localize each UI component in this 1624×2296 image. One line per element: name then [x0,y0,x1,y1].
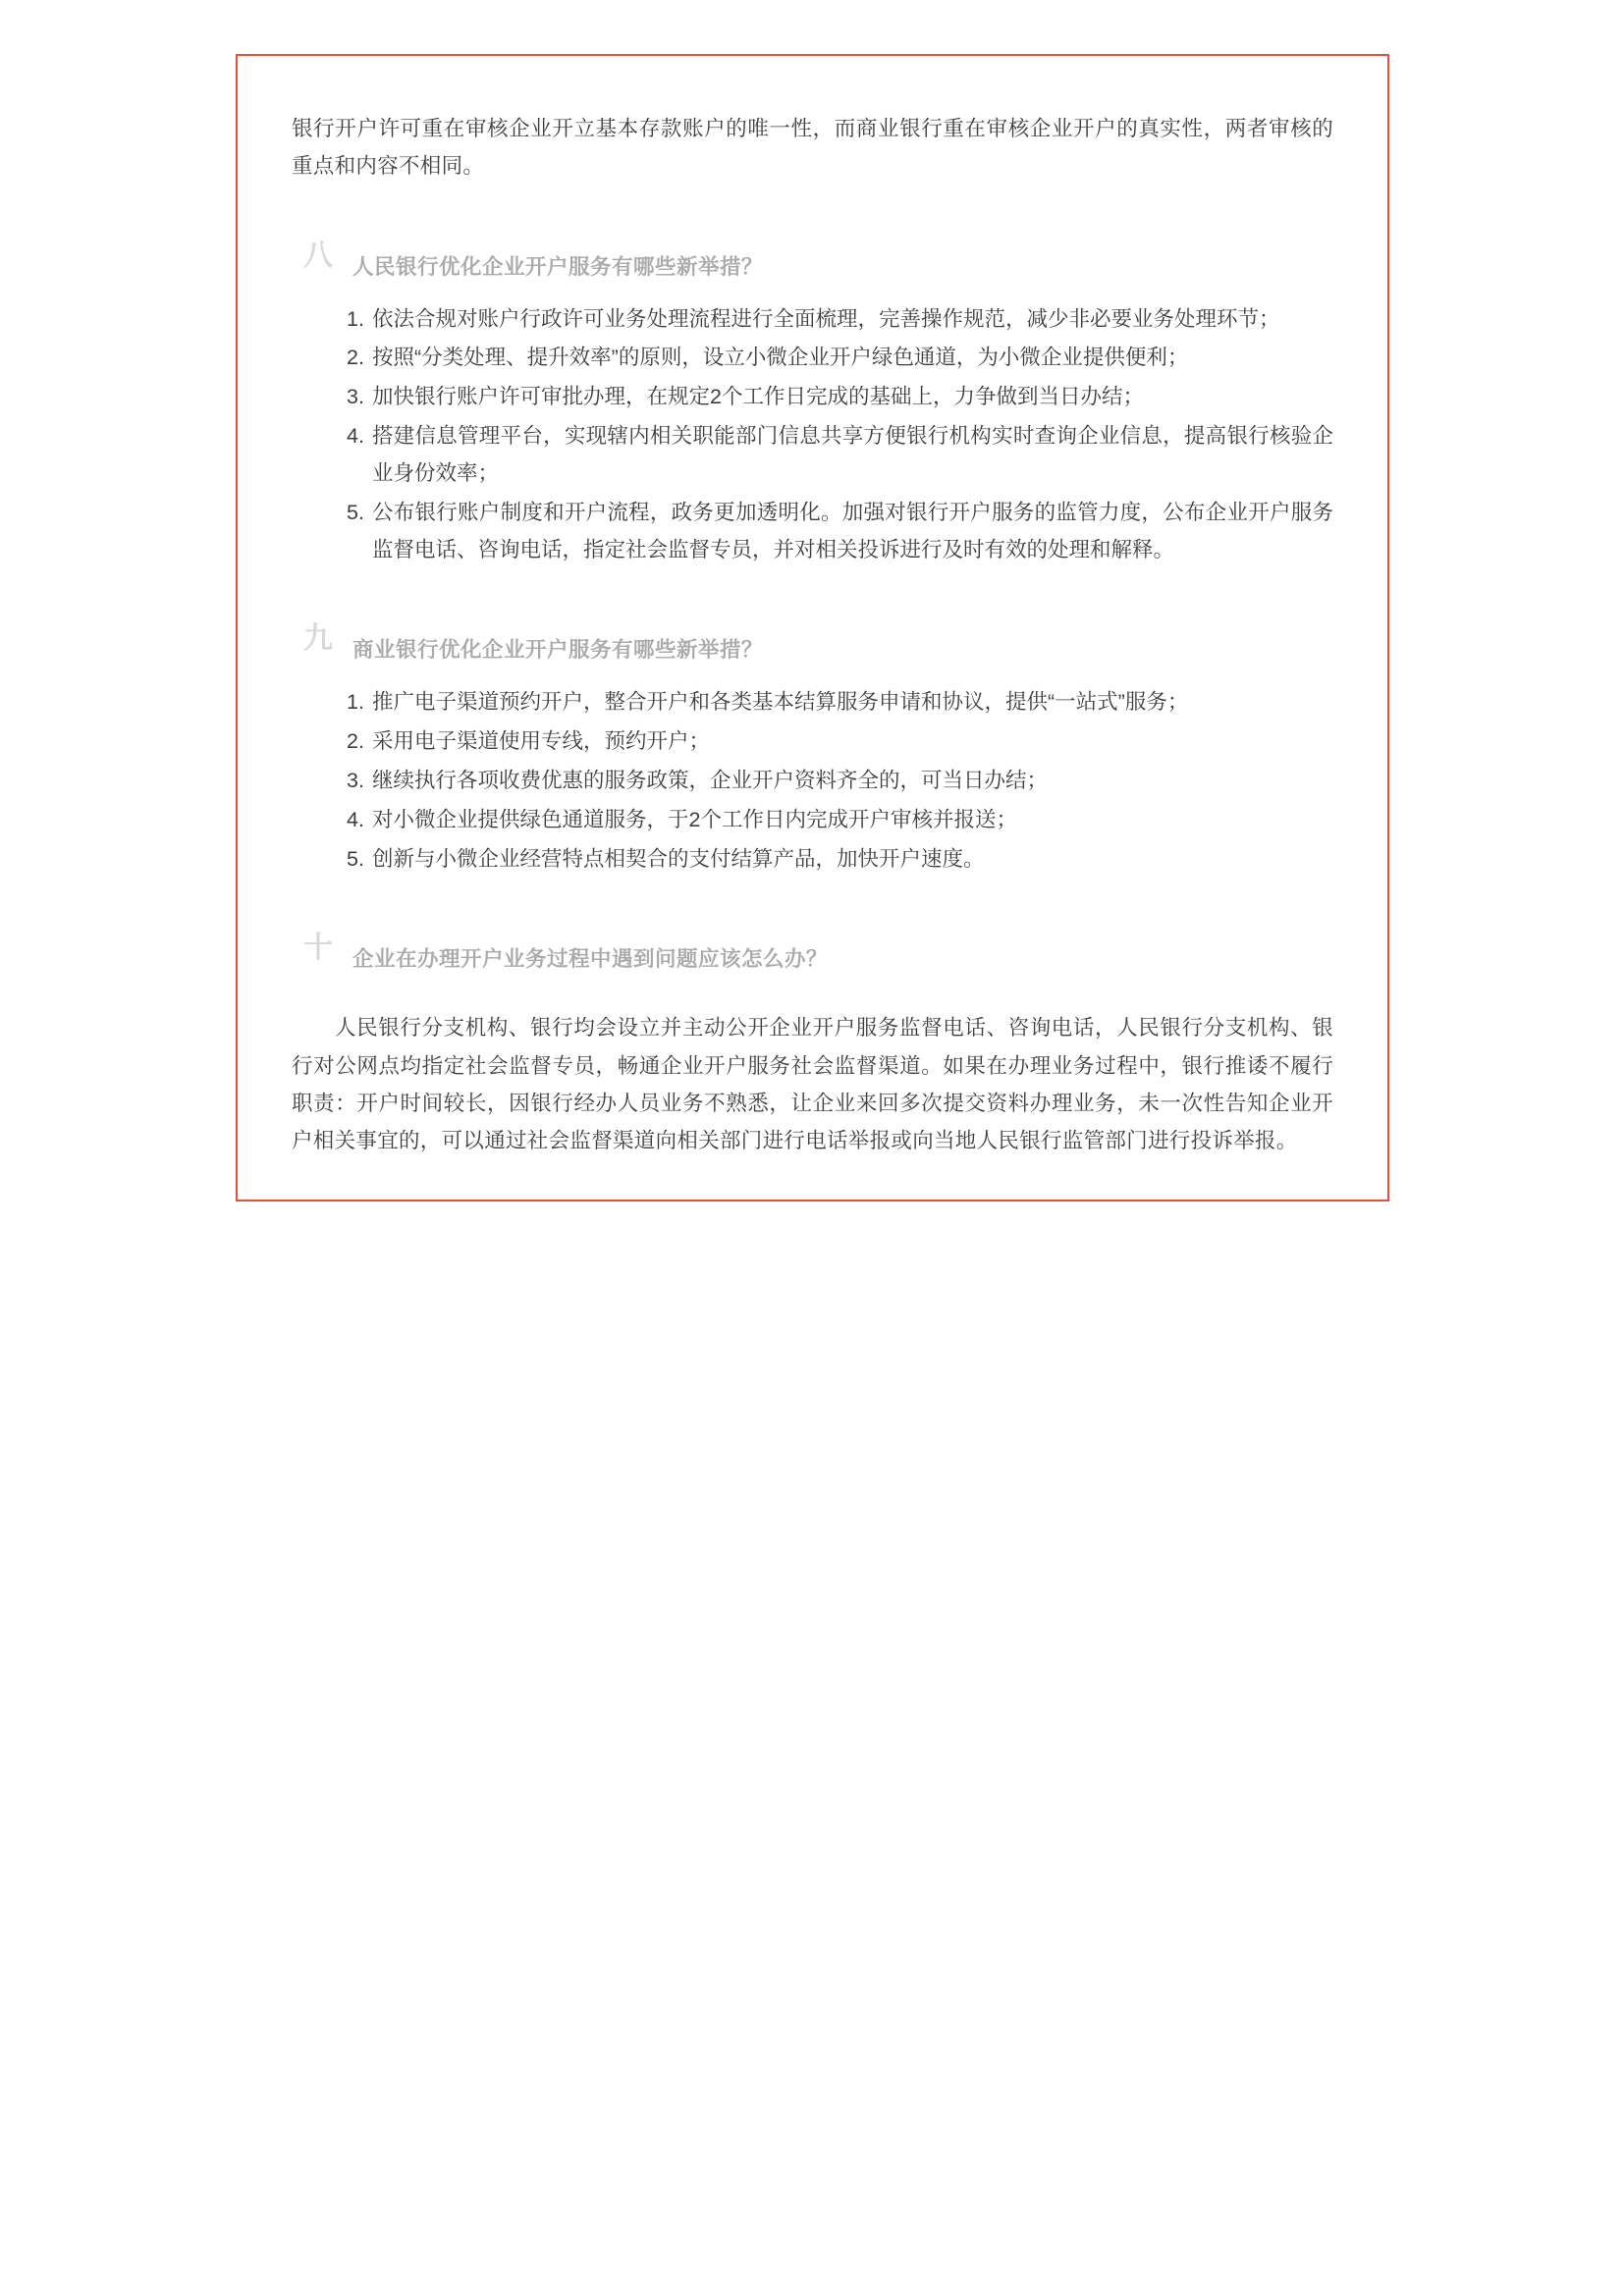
list-item: 搭建信息管理平台，实现辖内相关职能部门信息共享方便银行机构实时查询企业信息，提高银行核验企业身份效率； [372,424,1333,485]
section-eight-number: 八 [303,239,334,272]
list-item: 按照“分类处理、提升效率”的原则，设立小微企业开户绿色通道，为小微企业提供便利； [372,346,1189,370]
section-nine-header [292,622,1333,670]
document-page [236,54,1389,1201]
section-ten-number: 十 [303,932,334,965]
section-nine-list [292,684,1333,878]
list-item: 公布银行账户制度和开户流程，政务更加透明化。加强对银行开户服务的监管力度，公布企业开户服务监督电话、咨询电话，指定社会监督专员，并对相关投诉进行及时有效的处理和解释。 [372,500,1333,561]
section-ten-paragraph: 人民银行分支机构、银行均会设立并主动公开企业开户服务监督电话、咨询电话，人民银行分支机构、银行对公网点均指定社会监督专员，畅通企业开户服务社会监督渠道。如果在办理业务过程中，银行推诿不履行职责：开户时间较长，因银行经办人员业务不熟悉，让企业来回多次提交资料办理业务，未一次性告知企业开户相关事宜的，可以通过社会监督渠道向相关部门进行电话举报或向当地人民银行监管部门进行投诉举报。 [292,1016,1333,1153]
list-item: 继续执行各项收费优惠的服务政策，企业开户资料齐全的，可当日办结； [372,768,1049,792]
list-item: 依法合规对账户行政许可业务处理流程进行全面梳理，完善操作规范，减少非必要业务处理环节； [372,306,1280,331]
section-ten-title: 企业在办理开户业务过程中遇到问题应该怎么办？ [352,947,829,972]
list-item: 推广电子渠道预约开户，整合开户和各类基本结算服务申请和协议，提供“一站式”服务； [372,690,1189,715]
section-eight-title: 人民银行优化企业开户服务有哪些新举措？ [352,254,764,279]
intro-paragraph: 银行开户许可重在审核企业开立基本存款账户的唯一性，而商业银行重在审核企业开户的真实性，两者审核的重点和内容不相同。 [292,117,1333,179]
page-content [238,56,1387,1200]
section-nine-number: 九 [303,622,334,656]
list-item: 对小微企业提供绿色通道服务，于2个工作日内完成开户审核并报送； [372,807,1017,831]
section-eight-header [292,239,1333,288]
section-ten [292,934,1333,1159]
section-eight-list [292,301,1333,569]
section-nine-title: 商业银行优化企业开户服务有哪些新举措？ [352,638,764,663]
section-ten-header [292,934,1333,980]
section-nine [292,622,1333,878]
list-item: 加快银行账户许可审批办理，在规定2个工作日完成的基础上，力争做到当日办结； [372,385,1144,409]
list-item: 创新与小微企业经营特点相契合的支付结算产品，加快开户速度。 [372,846,985,871]
list-item: 采用电子渠道使用专线，预约开户； [372,729,711,754]
section-eight [292,239,1333,569]
